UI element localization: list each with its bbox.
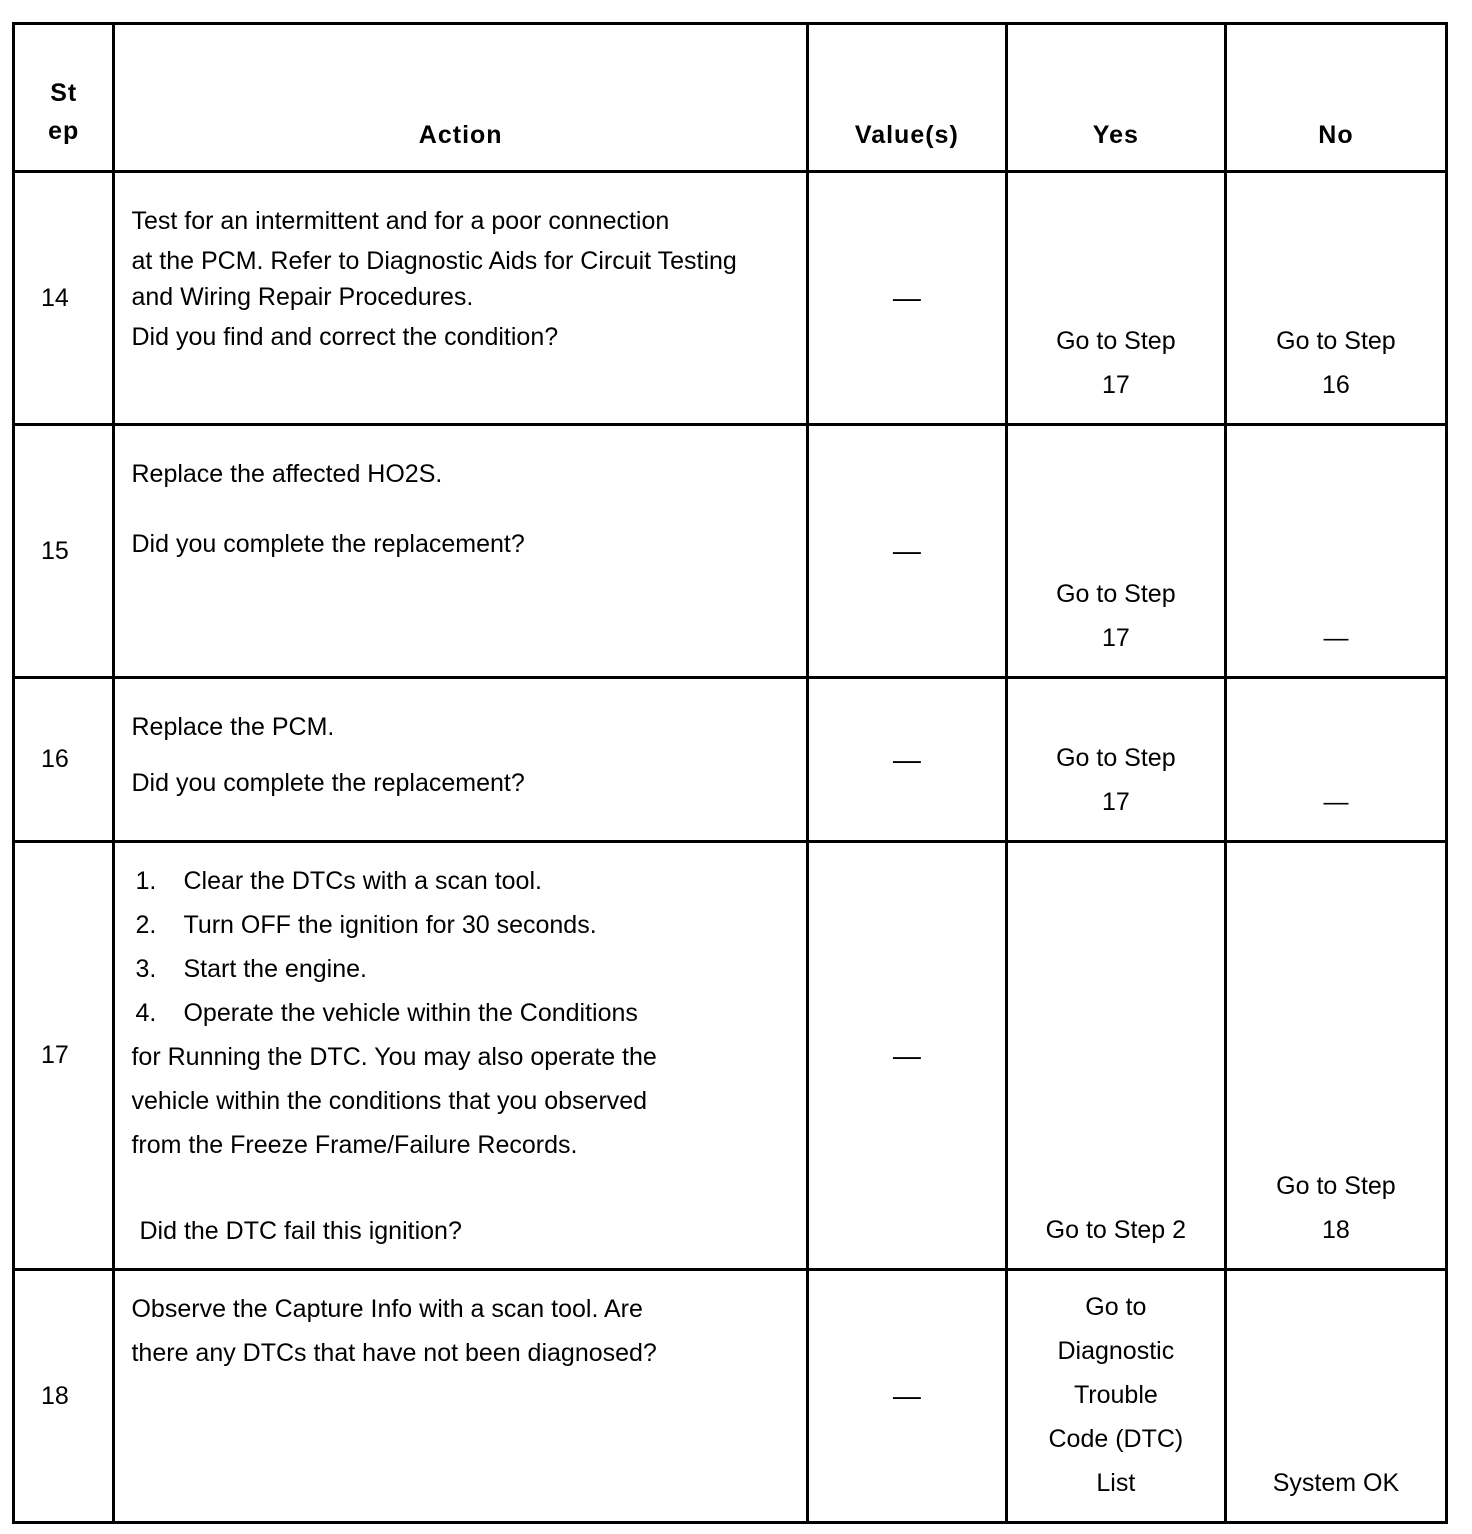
action-line: and Wiring Repair Procedures.: [131, 283, 474, 311]
value-cell: —: [807, 425, 1006, 678]
no-cell: [1225, 1270, 1446, 1523]
no-cell: [1225, 425, 1446, 678]
value-cell: —: [807, 172, 1006, 425]
value-cell: —: [807, 1270, 1006, 1523]
action-cell: [114, 425, 807, 678]
no-text: 18: [1322, 1216, 1350, 1244]
list-item: 4. Operate the vehicle within the Conditions: [135, 999, 638, 1027]
header-yes: Yes: [1006, 24, 1225, 172]
yes-text: Go to Step: [1056, 744, 1176, 772]
yes-text: Go to: [1085, 1293, 1147, 1321]
yes-text: Code (DTC): [1048, 1425, 1184, 1453]
header-step: [14, 24, 114, 172]
yes-cell: [1006, 842, 1225, 1270]
action-line: Replace the PCM.: [131, 713, 335, 741]
action-cell: [114, 1270, 807, 1523]
step-number: 14: [14, 172, 114, 425]
yes-text: Go to Step: [1056, 580, 1176, 608]
yes-text: 17: [1101, 788, 1130, 816]
table-row: [14, 678, 1447, 842]
list-item: 3. Start the engine.: [135, 955, 367, 983]
step-number: 17: [14, 842, 114, 1270]
diagnostic-table: [12, 22, 1448, 1524]
table-row: [14, 172, 1447, 425]
no-text: 16: [1322, 371, 1350, 399]
no-text: Go to Step: [1276, 327, 1396, 355]
header-row: [14, 24, 1447, 172]
table-row: [14, 425, 1447, 678]
list-item: 2. Turn OFF the ignition for 30 seconds.: [135, 911, 597, 939]
action-line: Test for an intermittent and for a poor connection: [131, 207, 670, 235]
list-item: 1. Clear the DTCs with a scan tool.: [135, 867, 542, 895]
yes-text: Go to Step 2: [1045, 1216, 1187, 1244]
yes-cell: [1006, 172, 1225, 425]
step-number: 15: [14, 425, 114, 678]
step-number: 16: [14, 678, 114, 842]
header-values: Value(s): [807, 24, 1006, 172]
header-action: Action: [114, 24, 807, 172]
no-cell: [1225, 678, 1446, 842]
action-line: Observe the Capture Info with a scan tool. Are: [131, 1295, 643, 1323]
action-cell: [114, 172, 807, 425]
value-cell: —: [807, 678, 1006, 842]
action-question: Did you complete the replacement?: [131, 530, 525, 558]
no-text: —: [1323, 624, 1349, 652]
no-text: System OK: [1272, 1469, 1400, 1497]
action-line: from the Freeze Frame/Failure Records.: [131, 1131, 578, 1159]
header-step-label: St ep: [48, 79, 80, 145]
table-row: [14, 842, 1447, 1270]
action-question: Did you find and correct the condition?: [131, 323, 559, 351]
yes-text: 17: [1101, 624, 1130, 652]
value-cell: —: [807, 842, 1006, 1270]
action-question: Did you complete the replacement?: [131, 769, 525, 797]
no-text: —: [1323, 788, 1349, 816]
header-no: No: [1225, 24, 1446, 172]
no-cell: [1225, 172, 1446, 425]
action-question: there any DTCs that have not been diagnosed?: [131, 1339, 657, 1367]
no-cell: [1225, 842, 1446, 1270]
yes-text: Diagnostic: [1057, 1337, 1175, 1365]
action-question: Did the DTC fail this ignition?: [139, 1217, 462, 1245]
table-row: [14, 1270, 1447, 1523]
action-steps-list: [131, 859, 789, 1035]
action-line: at the PCM. Refer to Diagnostic Aids for Circuit Testing: [131, 247, 737, 275]
yes-text: Trouble: [1073, 1381, 1158, 1409]
action-line: Replace the affected HO2S.: [131, 460, 443, 488]
yes-cell: [1006, 1270, 1225, 1523]
action-line: for Running the DTC. You may also operate the: [131, 1043, 657, 1071]
action-cell: [114, 678, 807, 842]
yes-text: Go to Step: [1056, 327, 1176, 355]
yes-text: 17: [1101, 371, 1130, 399]
yes-cell: [1006, 678, 1225, 842]
no-text: Go to Step: [1276, 1172, 1396, 1200]
yes-cell: [1006, 425, 1225, 678]
action-line: vehicle within the conditions that you observed: [131, 1087, 648, 1115]
yes-text: List: [1096, 1469, 1136, 1497]
action-cell: [114, 842, 807, 1270]
step-number: 18: [14, 1270, 114, 1523]
